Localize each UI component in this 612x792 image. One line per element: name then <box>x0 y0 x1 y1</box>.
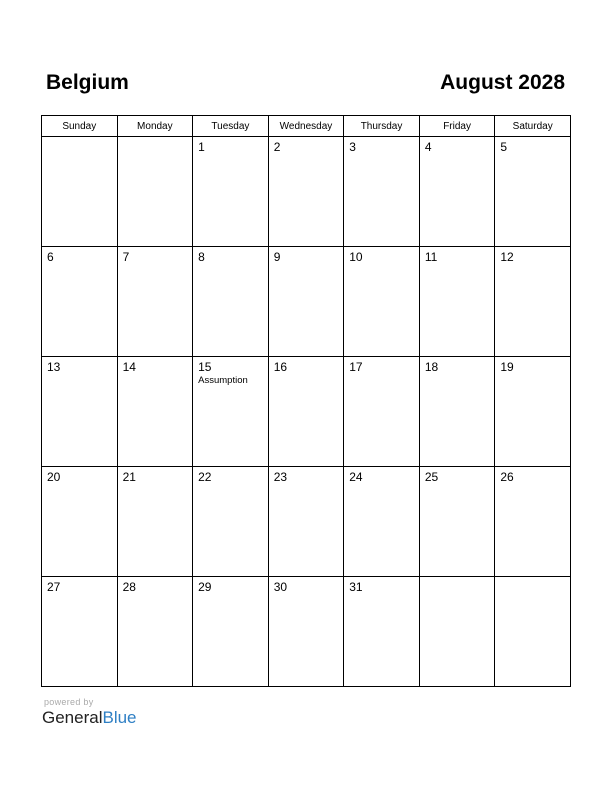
day-cell <box>42 247 118 357</box>
day-number: 11 <box>424 250 438 264</box>
day-number <box>118 137 193 140</box>
week-row <box>42 137 571 247</box>
day-cell <box>193 137 269 247</box>
country-title: Belgium <box>46 71 129 94</box>
week-row <box>42 247 571 357</box>
day-cell <box>495 247 571 357</box>
day-number: 16 <box>273 360 288 374</box>
day-cell <box>419 467 495 577</box>
weekday-header: Saturday <box>495 116 571 137</box>
day-number: 21 <box>122 470 136 484</box>
day-cell <box>419 577 495 687</box>
day-number: 15 <box>198 360 212 374</box>
day-number: 12 <box>500 250 514 264</box>
day-cell <box>117 577 193 687</box>
day-cell <box>42 467 118 577</box>
day-number: 8 <box>198 250 205 264</box>
day-number: 2 <box>273 140 281 154</box>
brand-blue: Blue <box>102 708 137 727</box>
day-number: 5 <box>500 140 508 154</box>
day-cell <box>495 577 571 687</box>
day-cell <box>419 357 495 467</box>
day-cell <box>495 467 571 577</box>
day-number: 6 <box>47 250 54 264</box>
day-cell <box>419 137 495 247</box>
day-cell <box>495 357 571 467</box>
day-number: 28 <box>122 580 136 594</box>
day-cell <box>268 467 344 577</box>
weekday-header: Sunday <box>42 116 118 137</box>
holiday-label: Assumption <box>198 375 248 386</box>
day-number: 25 <box>424 470 439 484</box>
day-number: 22 <box>198 470 212 484</box>
day-cell <box>117 137 193 247</box>
weekday-header: Friday <box>419 116 495 137</box>
day-cell <box>193 247 269 357</box>
day-cell <box>42 137 118 247</box>
day-cell <box>193 357 269 467</box>
day-number: 7 <box>122 250 130 264</box>
day-number <box>42 137 117 140</box>
day-number: 17 <box>349 360 363 374</box>
brand-general: General <box>42 708 103 727</box>
day-cell <box>117 467 193 577</box>
weekday-header: Tuesday <box>193 116 269 137</box>
day-cell <box>268 357 344 467</box>
weekday-header-row <box>42 116 571 137</box>
week-row <box>42 577 571 687</box>
day-number: 30 <box>273 580 288 594</box>
day-cell <box>344 137 420 247</box>
day-cell <box>117 247 193 357</box>
brand-logo <box>42 708 137 728</box>
day-cell <box>117 357 193 467</box>
day-cell <box>42 357 118 467</box>
day-number: 3 <box>349 140 356 154</box>
day-cell <box>42 577 118 687</box>
powered-by-label: powered by <box>44 697 94 707</box>
day-cell <box>344 467 420 577</box>
day-number: 9 <box>273 250 281 264</box>
day-cell <box>344 247 420 357</box>
week-row <box>42 357 571 467</box>
day-number: 27 <box>47 580 61 594</box>
day-number: 18 <box>424 360 439 374</box>
day-number: 24 <box>349 470 363 484</box>
month-title: August 2028 <box>440 71 565 94</box>
day-number: 26 <box>500 470 514 484</box>
day-number: 20 <box>47 470 61 484</box>
day-cell <box>419 247 495 357</box>
day-number: 29 <box>198 580 212 594</box>
weekday-header: Thursday <box>344 116 420 137</box>
day-number: 10 <box>349 250 363 264</box>
day-number: 23 <box>273 470 288 484</box>
day-number: 1 <box>198 140 205 154</box>
day-number <box>420 577 495 580</box>
day-cell <box>344 357 420 467</box>
day-cell <box>268 247 344 357</box>
day-cell <box>268 577 344 687</box>
day-number <box>495 577 570 580</box>
day-cell <box>268 137 344 247</box>
week-row <box>42 467 571 577</box>
calendar-grid <box>41 115 571 687</box>
weekday-header: Monday <box>117 116 193 137</box>
day-number: 4 <box>424 140 432 154</box>
day-cell <box>344 577 420 687</box>
day-number: 19 <box>500 360 514 374</box>
day-cell <box>193 577 269 687</box>
day-number: 13 <box>47 360 61 374</box>
day-number: 14 <box>122 360 136 374</box>
day-number: 31 <box>349 580 363 594</box>
day-cell <box>193 467 269 577</box>
day-cell <box>495 137 571 247</box>
weekday-header: Wednesday <box>268 116 344 137</box>
